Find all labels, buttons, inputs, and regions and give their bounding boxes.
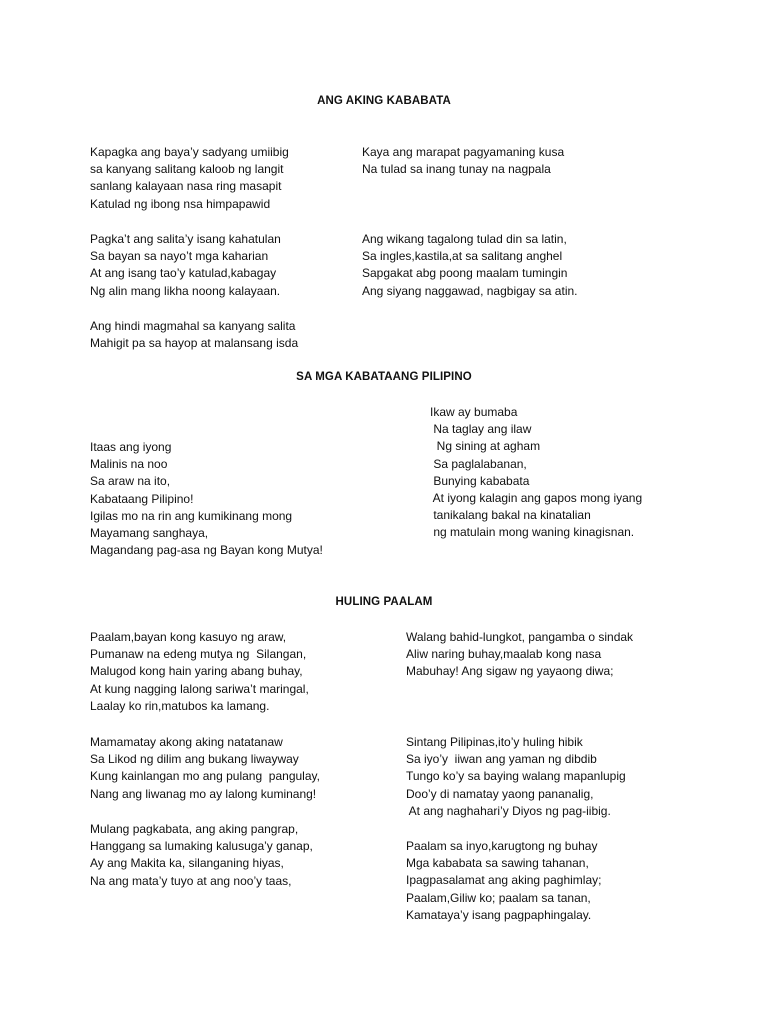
poem-line: Kamatayа’y isang pagpaphingalay. bbox=[406, 907, 592, 922]
poem-line: Mabuhay! Ang sigaw ng yayaong diwa; bbox=[406, 664, 614, 679]
poem-line: Pagka’t ang salita’y isang kahatulan bbox=[90, 232, 281, 246]
poem-line: Ang hindi magmahal sa kanyang salita bbox=[90, 319, 296, 333]
stanza bbox=[90, 144, 289, 213]
poem-title-sa-mga-kabataang-pilipino: SA MGA KABATAANG PILIPINO bbox=[296, 371, 472, 383]
poem-line: Walang bahid-lungkot, pangamba o sindak bbox=[406, 630, 634, 644]
poem-line: Kaya ang marapat pagyamaning kusa bbox=[362, 145, 565, 159]
poem-line: Laalay ko rin,matubos ka lamang. bbox=[90, 698, 270, 713]
poem-line: ng matulain mong waning kinagisnan. bbox=[430, 525, 635, 540]
poem-line: Bunying kababata bbox=[430, 473, 530, 488]
poem-title-ang-aking-kababata: ANG AKING KABABATA bbox=[317, 95, 451, 107]
stanza bbox=[406, 734, 626, 820]
poem-title-huling-paalam: HULING PAALAM bbox=[335, 596, 433, 608]
poem-line: Kung kainlangan mo ang pulang pangulay, bbox=[90, 769, 320, 784]
poem-line: Na tulad sa inang tunay na nagpala bbox=[362, 162, 551, 177]
poem-line: Sa paglalabanan, bbox=[430, 456, 527, 471]
poem-line: sa kanyang salitang kaloob ng langit bbox=[90, 162, 284, 177]
stanza bbox=[90, 439, 323, 559]
poem-line: Mamamatay akong aking natatanaw bbox=[90, 735, 283, 749]
poem-line: Ay ang Makita ka, silanganing hiyas, bbox=[90, 856, 284, 871]
poem-line: tanikalang bakal na kinatalian bbox=[430, 508, 591, 523]
poem-line: Kabataang Pilipino! bbox=[90, 491, 194, 506]
poem-line: Pumanaw na edeng mutya ng Silangan, bbox=[90, 647, 307, 662]
poem-line: Ang wikang tagalong tulad din sa latin, bbox=[362, 232, 567, 246]
poem-line: At ang naghahari’y Diyos ng pag-iibig. bbox=[406, 803, 611, 818]
stanza bbox=[362, 144, 564, 178]
poem-line: Malugod kong hain yaring abang buhay, bbox=[90, 664, 303, 679]
poem-line: Itaas ang iyong bbox=[90, 440, 172, 454]
stanza bbox=[406, 838, 601, 924]
poem-line: Tungo ko’y sa baying walang mapanlupig bbox=[406, 769, 626, 784]
poem-line: Na taglay ang ilaw bbox=[430, 422, 532, 437]
poem-line: Sa araw na ito, bbox=[90, 474, 171, 489]
poem-line: Katulad ng ibong nsa himpapawid bbox=[90, 196, 271, 211]
poem-line: Ipagpasalamat ang aking paghimlay; bbox=[406, 873, 602, 888]
stanza bbox=[362, 231, 578, 300]
poem-line: Doo’y di namatay yaong pananalig, bbox=[406, 786, 594, 801]
stanza bbox=[90, 734, 320, 803]
poem-line: At ang isang tao’y katulad,kabagay bbox=[90, 266, 277, 281]
poem-line: Sa ingles,kastila,at sa salitang anghel bbox=[362, 249, 563, 264]
poem-line: sanlang kalayaan nasa ring masapit bbox=[90, 179, 282, 194]
stanza bbox=[90, 318, 298, 352]
stanza bbox=[406, 629, 633, 681]
poem-line: Mahigit pa sa hayop at malansang isda bbox=[90, 336, 299, 351]
poem-line: Sa Likod ng dilim ang bukang liwayway bbox=[90, 752, 299, 767]
poem-line: Paalam sa inyo,karugtong ng buhay bbox=[406, 839, 598, 853]
poem-line: Ikaw ay bumaba bbox=[430, 405, 518, 419]
poem-line: Sintang Pilipinas,ito’y huling hibik bbox=[406, 735, 583, 749]
poem-line: Sa iyo’y iiwan ang yaman ng dibdib bbox=[406, 752, 597, 767]
poem-line: Ang siyang naggawad, nagbigay sa atin. bbox=[362, 283, 578, 298]
poem-line: Sapgakat abg poong maalam tumingin bbox=[362, 266, 568, 281]
poem-line: At kung nagging lalong sariwa’t maringal, bbox=[90, 681, 309, 696]
poem-line: At iyong kalagin ang gapos mong iyang bbox=[430, 491, 643, 506]
poem-line: Mayamang sanghaya, bbox=[90, 526, 209, 541]
poem-line: Nang ang liwanag mo ay lalong kuminang! bbox=[90, 786, 317, 801]
poem-line: Aliw naring buhay,maalab kong nasa bbox=[406, 647, 602, 662]
poem-line: Ng alin mang likha noong kalayaan. bbox=[90, 283, 281, 298]
poem-line: Hanggang sa lumaking kalusuga’y ganap, bbox=[90, 839, 313, 854]
stanza bbox=[430, 404, 642, 542]
poem-line: Igilas mo na rin ang kumikinang mong bbox=[90, 508, 293, 523]
poem-line: Na ang mata’y tuyo at ang noo’y taas, bbox=[90, 873, 292, 888]
poem-line: Kapagka ang baya’y sadyang umiibig bbox=[90, 145, 289, 159]
stanza bbox=[90, 821, 313, 890]
poem-line: Malinis na noo bbox=[90, 457, 168, 472]
poem-line: Magandang pag-asa ng Bayan kong Mutya! bbox=[90, 543, 323, 558]
poem-line: Mulang pagkabata, ang aking pangrap, bbox=[90, 822, 299, 836]
poem-line: Sa bayan sa nayo’t mga kaharian bbox=[90, 249, 269, 264]
stanza bbox=[90, 231, 281, 300]
stanza bbox=[90, 629, 309, 715]
poem-line: Paalam,bayan kong kasuyo ng araw, bbox=[90, 630, 287, 644]
poem-line: Ng sining at agham bbox=[430, 439, 541, 454]
poem-line: Mga kababata sa sawing tahanan, bbox=[406, 856, 589, 871]
poem-line: Paalam,Giliw ko; paalam sa tanan, bbox=[406, 890, 591, 905]
